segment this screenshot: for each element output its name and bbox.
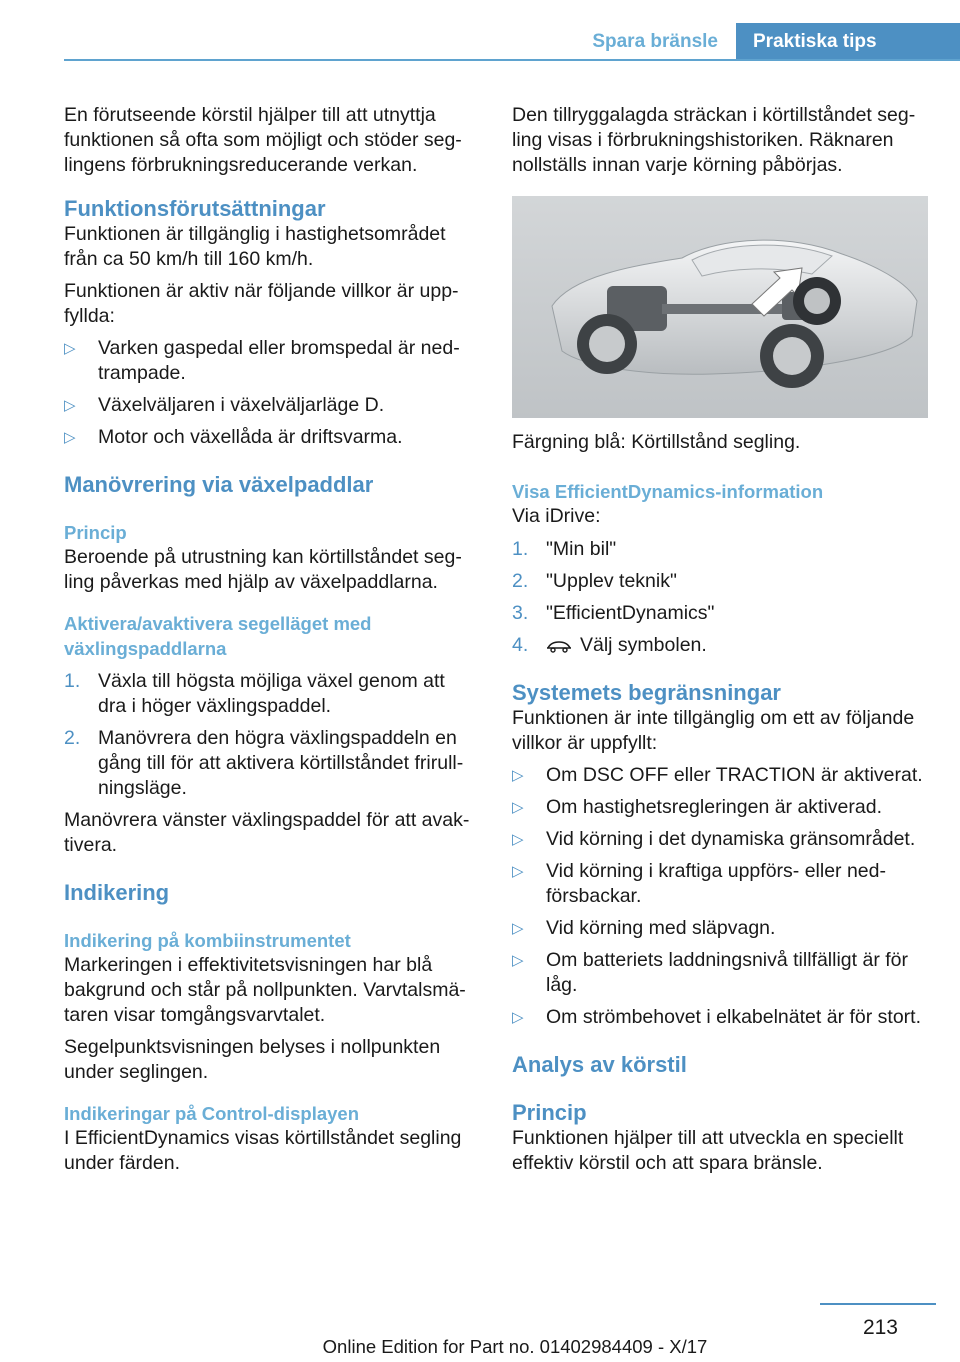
intro-paragraph: En förutseende körstil hjälper till att utnyttja funktionen så ofta som möjligt och stöder seglingens förbrukningsreducerande verkan. <box>64 104 462 176</box>
heading-system-limits: Systemets begränsningar <box>512 680 781 705</box>
kombi-paragraph-1: Markeringen i effektivitetsvisningen har blå bakgrund och står på nollpunkten. Varvtalsmätaren visar tomgångsvarvtalet. <box>64 954 466 1026</box>
triangle-right-icon: ▷ <box>64 340 76 357</box>
heading-functional-requirements: Funktionsförutsättningar <box>64 196 326 221</box>
list-item: ▷ Vid körning i det dynamiska gränsområdet. <box>512 828 916 850</box>
heading-driving-style-analysis: Analys av körstil <box>512 1052 687 1077</box>
page-number: 213 <box>862 1316 898 1339</box>
kombi-paragraph-2: Segelpunktsvisningen belyses i nollpunkten under seglingen. <box>64 1036 441 1083</box>
func-conditions-list <box>64 336 478 450</box>
princip-paragraph: Beroende på utrustning kan körtillståndet segling påverkas med hjälp av växelpaddlarna. <box>64 546 462 593</box>
func-paragraph-2: Funktionen är aktiv när följande villkor är uppfyllda: <box>64 280 459 327</box>
list-item: ▷ Om strömbehovet i elkabelnätet är för stort. <box>512 1006 921 1028</box>
list-item: ▷ Om DSC OFF eller TRACTION är aktiverat. <box>512 764 923 786</box>
car-icon <box>546 639 572 653</box>
triangle-right-icon: ▷ <box>64 429 76 446</box>
list-item: 2. "Upplev teknik" <box>512 570 677 592</box>
list-item: 1. Växla till högsta möjliga växel genom att dra i höger växlingspaddel. <box>64 670 445 717</box>
list-item: 1. "Min bil" <box>512 538 617 560</box>
control-paragraph: I EfficientDynamics visas körtillståndet segling under färden. <box>64 1127 462 1174</box>
car-sailing-illustration <box>512 196 928 418</box>
triangle-right-icon: ▷ <box>512 767 524 784</box>
activate-steps-list <box>64 669 478 801</box>
page-header <box>64 23 960 61</box>
heading-paddle-operation: Manövrering via växelpaddlar <box>64 472 374 497</box>
footer-rule <box>820 1303 936 1305</box>
triangle-right-icon: ▷ <box>512 831 524 848</box>
list-item: 3. "EfficientDynamics" <box>512 602 715 624</box>
analysis-princip-paragraph: Funktionen hjälper till att utveckla en speciellt effektiv körstil och att spara bränsle. <box>512 1127 904 1174</box>
triangle-right-icon: ▷ <box>512 1009 524 1026</box>
heading-princip-analysis: Princip <box>512 1100 587 1125</box>
section-tab[interactable]: Spara bränsle <box>592 31 718 52</box>
heading-activate-sail-mode: Aktivera/avaktivera segelläget med växlingspaddlarna <box>64 613 372 659</box>
list-item: ▷ Växelväljaren i växelväljarläge D. <box>64 394 385 416</box>
triangle-right-icon: ▷ <box>512 920 524 937</box>
func-paragraph-1: Funktionen är tillgänglig i hastighetsområdet från ca 50 km/h till 160 km/h. <box>64 223 446 270</box>
via-idrive: Via iDrive: <box>512 505 601 527</box>
list-item: 4. Välj symbolen. <box>512 634 707 656</box>
list-item: ▷ Om hastighetsregleringen är aktiverad. <box>512 796 883 818</box>
list-item: 2. Manövrera den högra växlingspaddeln en gång till för att aktivera körtillståndet frirullningsläge. <box>64 727 464 799</box>
limits-paragraph: Funktionen är inte tillgänglig om ett av följande villkor är uppfyllt: <box>512 707 915 754</box>
list-item: ▷ Varken gaspedal eller bromspedal är nedtrampade. <box>64 337 460 384</box>
heading-indication: Indikering <box>64 880 170 905</box>
idrive-steps-list <box>512 537 926 658</box>
heading-control-display: Indikeringar på Control-displayen <box>64 1103 360 1124</box>
triangle-right-icon: ▷ <box>512 799 524 816</box>
limits-list <box>512 763 926 1030</box>
header-rule <box>64 59 960 61</box>
right-intro-paragraph: Den tillryggalagda sträckan i körtillståndet segling visas i förbrukningshistoriken. Räknaren nollställs innan varje körning påbörjas. <box>512 104 916 176</box>
list-item: ▷ Vid körning med släpvagn. <box>512 917 776 939</box>
list-item: ▷ Om batteriets laddningsnivå tillfälligt är för låg. <box>512 949 908 996</box>
triangle-right-icon: ▷ <box>512 952 524 969</box>
triangle-right-icon: ▷ <box>512 863 524 880</box>
triangle-right-icon: ▷ <box>64 397 76 414</box>
right-column <box>512 103 926 1183</box>
heading-show-efficientdynamics: Visa EfficientDynamics-information <box>512 481 824 502</box>
figure-caption: Färgning blå: Körtillstånd segling. <box>512 431 801 453</box>
deactivate-paragraph: Manövrera vänster växlingspaddel för att avaktivera. <box>64 809 470 856</box>
car-illustration-graphic <box>512 196 928 418</box>
edition-footer: Online Edition for Part no. 01402984409 - X/17 <box>322 1336 708 1357</box>
heading-princip: Princip <box>64 522 127 543</box>
chapter-tab[interactable]: Praktiska tips <box>736 23 960 61</box>
left-column <box>64 103 478 1183</box>
heading-kombi-indication: Indikering på kombiinstrumentet <box>64 930 351 951</box>
list-item: ▷ Vid körning i kraftiga uppförs- eller nedförsbackar. <box>512 860 886 907</box>
list-item: ▷ Motor och växellåda är driftsvarma. <box>64 426 403 448</box>
